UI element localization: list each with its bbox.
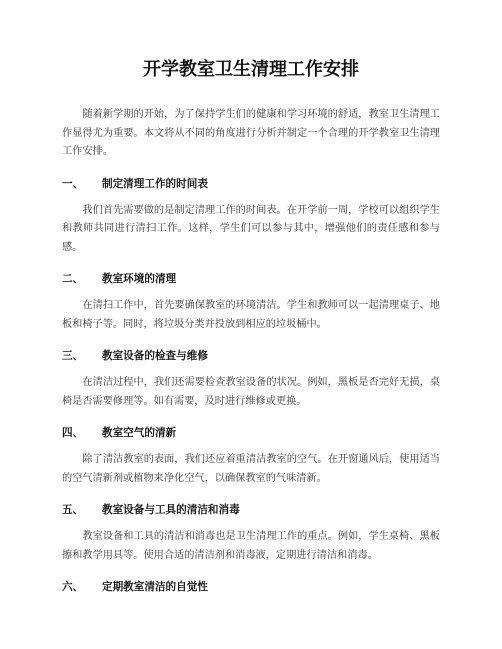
intro-paragraph: 随着新学期的开始，为了保持学生们的健康和学习环境的舒适，教室卫生清理工作显得尤为重要。本文将从不同的角度进行分析并制定一个合理的开学教室卫生清理工作安排。 [62,109,440,157]
section-title: 教室环境的清理 [102,273,177,285]
section-number: 五、 [62,504,84,516]
section-number: 四、 [62,427,84,439]
section-heading [62,425,440,441]
section-number: 三、 [62,350,84,362]
section-heading [62,176,440,192]
section-body: 除了清洁教室的表面，我们还应着重清洁教室的空气。在开窗通风后，使用适当的空气清新剂或植物来净化空气，以确保教室的气味清新。 [62,454,440,484]
section-number: 一、 [62,177,84,190]
section-title: 教室设备与工具的清洁和消毒 [102,504,240,516]
section-heading [62,502,440,518]
section-1 [62,176,440,258]
section-title: 教室设备的检查与维修 [102,350,208,362]
section-body: 我们首先需要做的是制定清理工作的时间表。在开学前一周，学校可以组织学生和教师共同进行清扫工作。这样，学生们可以参与其中，增强他们的责任感和参与感。 [62,204,440,253]
section-body: 在清扫工作中，首先要确保教室的环境清洁。学生和教师可以一起清理桌子、地板和椅子等。同时，将垃圾分类并投放到相应的垃圾桶中。 [62,300,440,330]
section-6 [62,579,440,595]
section-title: 定期教室清洁的自觉性 [102,581,208,593]
section-number: 六、 [62,581,84,593]
section-number: 二、 [62,273,84,285]
section-2 [62,271,440,334]
section-heading [62,271,440,287]
section-title: 制定清理工作的时间表 [102,177,208,190]
section-3 [62,348,440,411]
section-heading [62,579,440,595]
section-body: 教室设备和工具的清洁和消毒也是卫生清理工作的重点。例如，学生桌椅、黑板擦和教学用具等。使用合适的清洁剂和消毒液，定期进行清洁和消毒。 [62,531,440,561]
section-4 [62,425,440,488]
page-title: 开学教室卫生清理工作安排 [143,59,359,80]
section-title: 教室空气的清新 [102,427,177,439]
section-body: 在清洁过程中，我们还需要检查教室设备的状况。例如，黑板是否完好无损，桌椅是否需要修理等。如有需要，及时进行维修或更换。 [62,377,440,407]
section-heading [62,348,440,364]
section-5 [62,502,440,565]
